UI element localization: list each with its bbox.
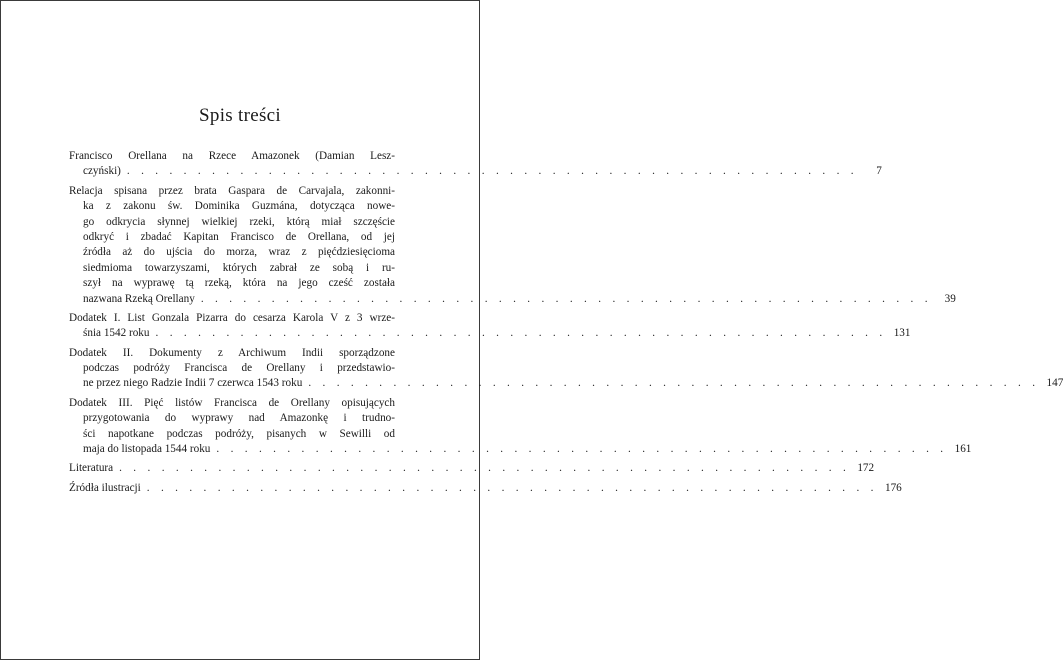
toc-entry[interactable] (69, 461, 875, 476)
toc-entry-text: odkryć i zbadać Kapitan Francisco de Orellana, od jej (83, 230, 395, 243)
toc-entry[interactable] (69, 481, 902, 496)
toc-entry[interactable] (69, 346, 1063, 392)
toc-dot-leader: . . . . . . . . . . . . . . . . . . . . . . . . . . . . . . . . . . . . . . . . . . . . . . . . . . . . (308, 377, 1040, 390)
toc-entry-line (69, 261, 395, 276)
toc-entry-text: nazwana Rzeką Orellany (83, 292, 195, 305)
toc-entry-text: szył na wyprawę tą rzeką, która na jego cześć została (83, 277, 395, 290)
toc-entry-text: ści napotkane podczas podróży, pisanych w Sewilli od (83, 427, 395, 440)
toc-entry-line (69, 442, 972, 457)
toc-entry[interactable] (69, 149, 882, 180)
toc-entry-line (69, 199, 395, 214)
toc-entry-line (69, 326, 911, 341)
toc-entry-line (69, 361, 395, 376)
toc-dot-leader: . . . . . . . . . . . . . . . . . . . . . . . . . . . . . . . . . . . . . . . . . . . . . . . . . . . . (200, 292, 932, 305)
toc-entry-line (69, 245, 395, 260)
toc-entry-line (69, 164, 882, 179)
toc-page-number: 131 (893, 327, 911, 340)
toc-page-number: 176 (884, 481, 902, 494)
toc-entry-line (69, 427, 395, 442)
toc-page-number: 39 (944, 292, 956, 305)
toc-entry-line (69, 276, 395, 291)
toc-page-number: 7 (876, 165, 882, 178)
page-title: Spis treści (199, 105, 281, 126)
toc-entry-text: Źródła ilustracji (69, 481, 141, 494)
toc-entry-line (69, 215, 395, 230)
toc-entry-text: przygotowania do wyprawy nad Amazonkę i trudno- (83, 412, 395, 425)
toc-entry-line (69, 311, 395, 326)
toc-entry-line (69, 461, 875, 476)
toc-entry-line (69, 396, 395, 411)
toc-entry-text: ka z zakonu św. Dominika Guzmána, dotycząca nowe- (83, 200, 395, 213)
toc-entry-line (69, 481, 902, 496)
toc-entry-text: siedmioma towarzyszami, których zabrał ze sobą i ru- (83, 261, 395, 274)
toc-entry-text: śnia 1542 roku (83, 327, 150, 340)
toc-entry[interactable] (69, 184, 956, 307)
toc-entry-text: podczas podróży Francisca de Orellany i przedstawio- (83, 362, 395, 375)
toc-page-number: 172 (857, 462, 875, 475)
toc-entry-text: go odkrycia słynnej wielkiej rzeki, którą miał szczęście (83, 215, 395, 228)
toc-entry-text: Dodatek I. List Gonzala Pizarra do cesarza Karola V z 3 wrze- (69, 311, 395, 324)
toc-entry-text: Dodatek II. Dokumenty z Archiwum Indii sporządzone (69, 346, 395, 359)
toc-entry-text: Relacja spisana przez brata Gaspara de Carvajala, zakonni- (69, 184, 395, 197)
toc-entry[interactable] (69, 396, 972, 458)
toc-dot-leader: . . . . . . . . . . . . . . . . . . . . . . . . . . . . . . . . . . . . . . . . . . . . . . . . . . . . (126, 165, 858, 178)
toc-entry-line (69, 230, 395, 245)
toc-dot-leader: . . . . . . . . . . . . . . . . . . . . . . . . . . . . . . . . . . . . . . . . . . . . . . . . . . . . (216, 443, 948, 456)
toc-entry-line (69, 292, 956, 307)
toc-entry-text: źródła aż do ujścia do morza, wraz z pięćdziesięcioma (83, 246, 395, 259)
toc-dot-leader: . . . . . . . . . . . . . . . . . . . . . . . . . . . . . . . . . . . . . . . . . . . . . . . . . . . . (119, 462, 851, 475)
toc-entry-line (69, 149, 395, 164)
toc-entry-text: Dodatek III. Pięć listów Francisca de Orellany opisujących (69, 396, 395, 409)
toc-page-number: 147 (1046, 377, 1063, 390)
toc-entry-text: maja do listopada 1544 roku (83, 443, 211, 456)
toc-dot-leader: . . . . . . . . . . . . . . . . . . . . . . . . . . . . . . . . . . . . . . . . . . . . . . . . . . . . (155, 327, 887, 340)
table-of-contents (69, 149, 1063, 500)
toc-entry-line (69, 411, 395, 426)
toc-dot-leader: . . . . . . . . . . . . . . . . . . . . . . . . . . . . . . . . . . . . . . . . . . . . . . . . . . . . (146, 481, 878, 494)
toc-entry-text: Literatura (69, 462, 114, 475)
toc-entry-line (69, 346, 395, 361)
toc-entry-line (69, 376, 1063, 391)
toc-entry[interactable] (69, 311, 911, 342)
toc-entry-text: ne przez niego Radzie Indii 7 czerwca 1543 roku (83, 377, 303, 390)
toc-entry-text: czyński) (83, 165, 121, 178)
toc-entry-text: Francisco Orellana na Rzece Amazonek (Damian Lesz- (69, 150, 395, 162)
toc-page-number: 161 (954, 443, 972, 456)
toc-entry-line (69, 184, 395, 199)
